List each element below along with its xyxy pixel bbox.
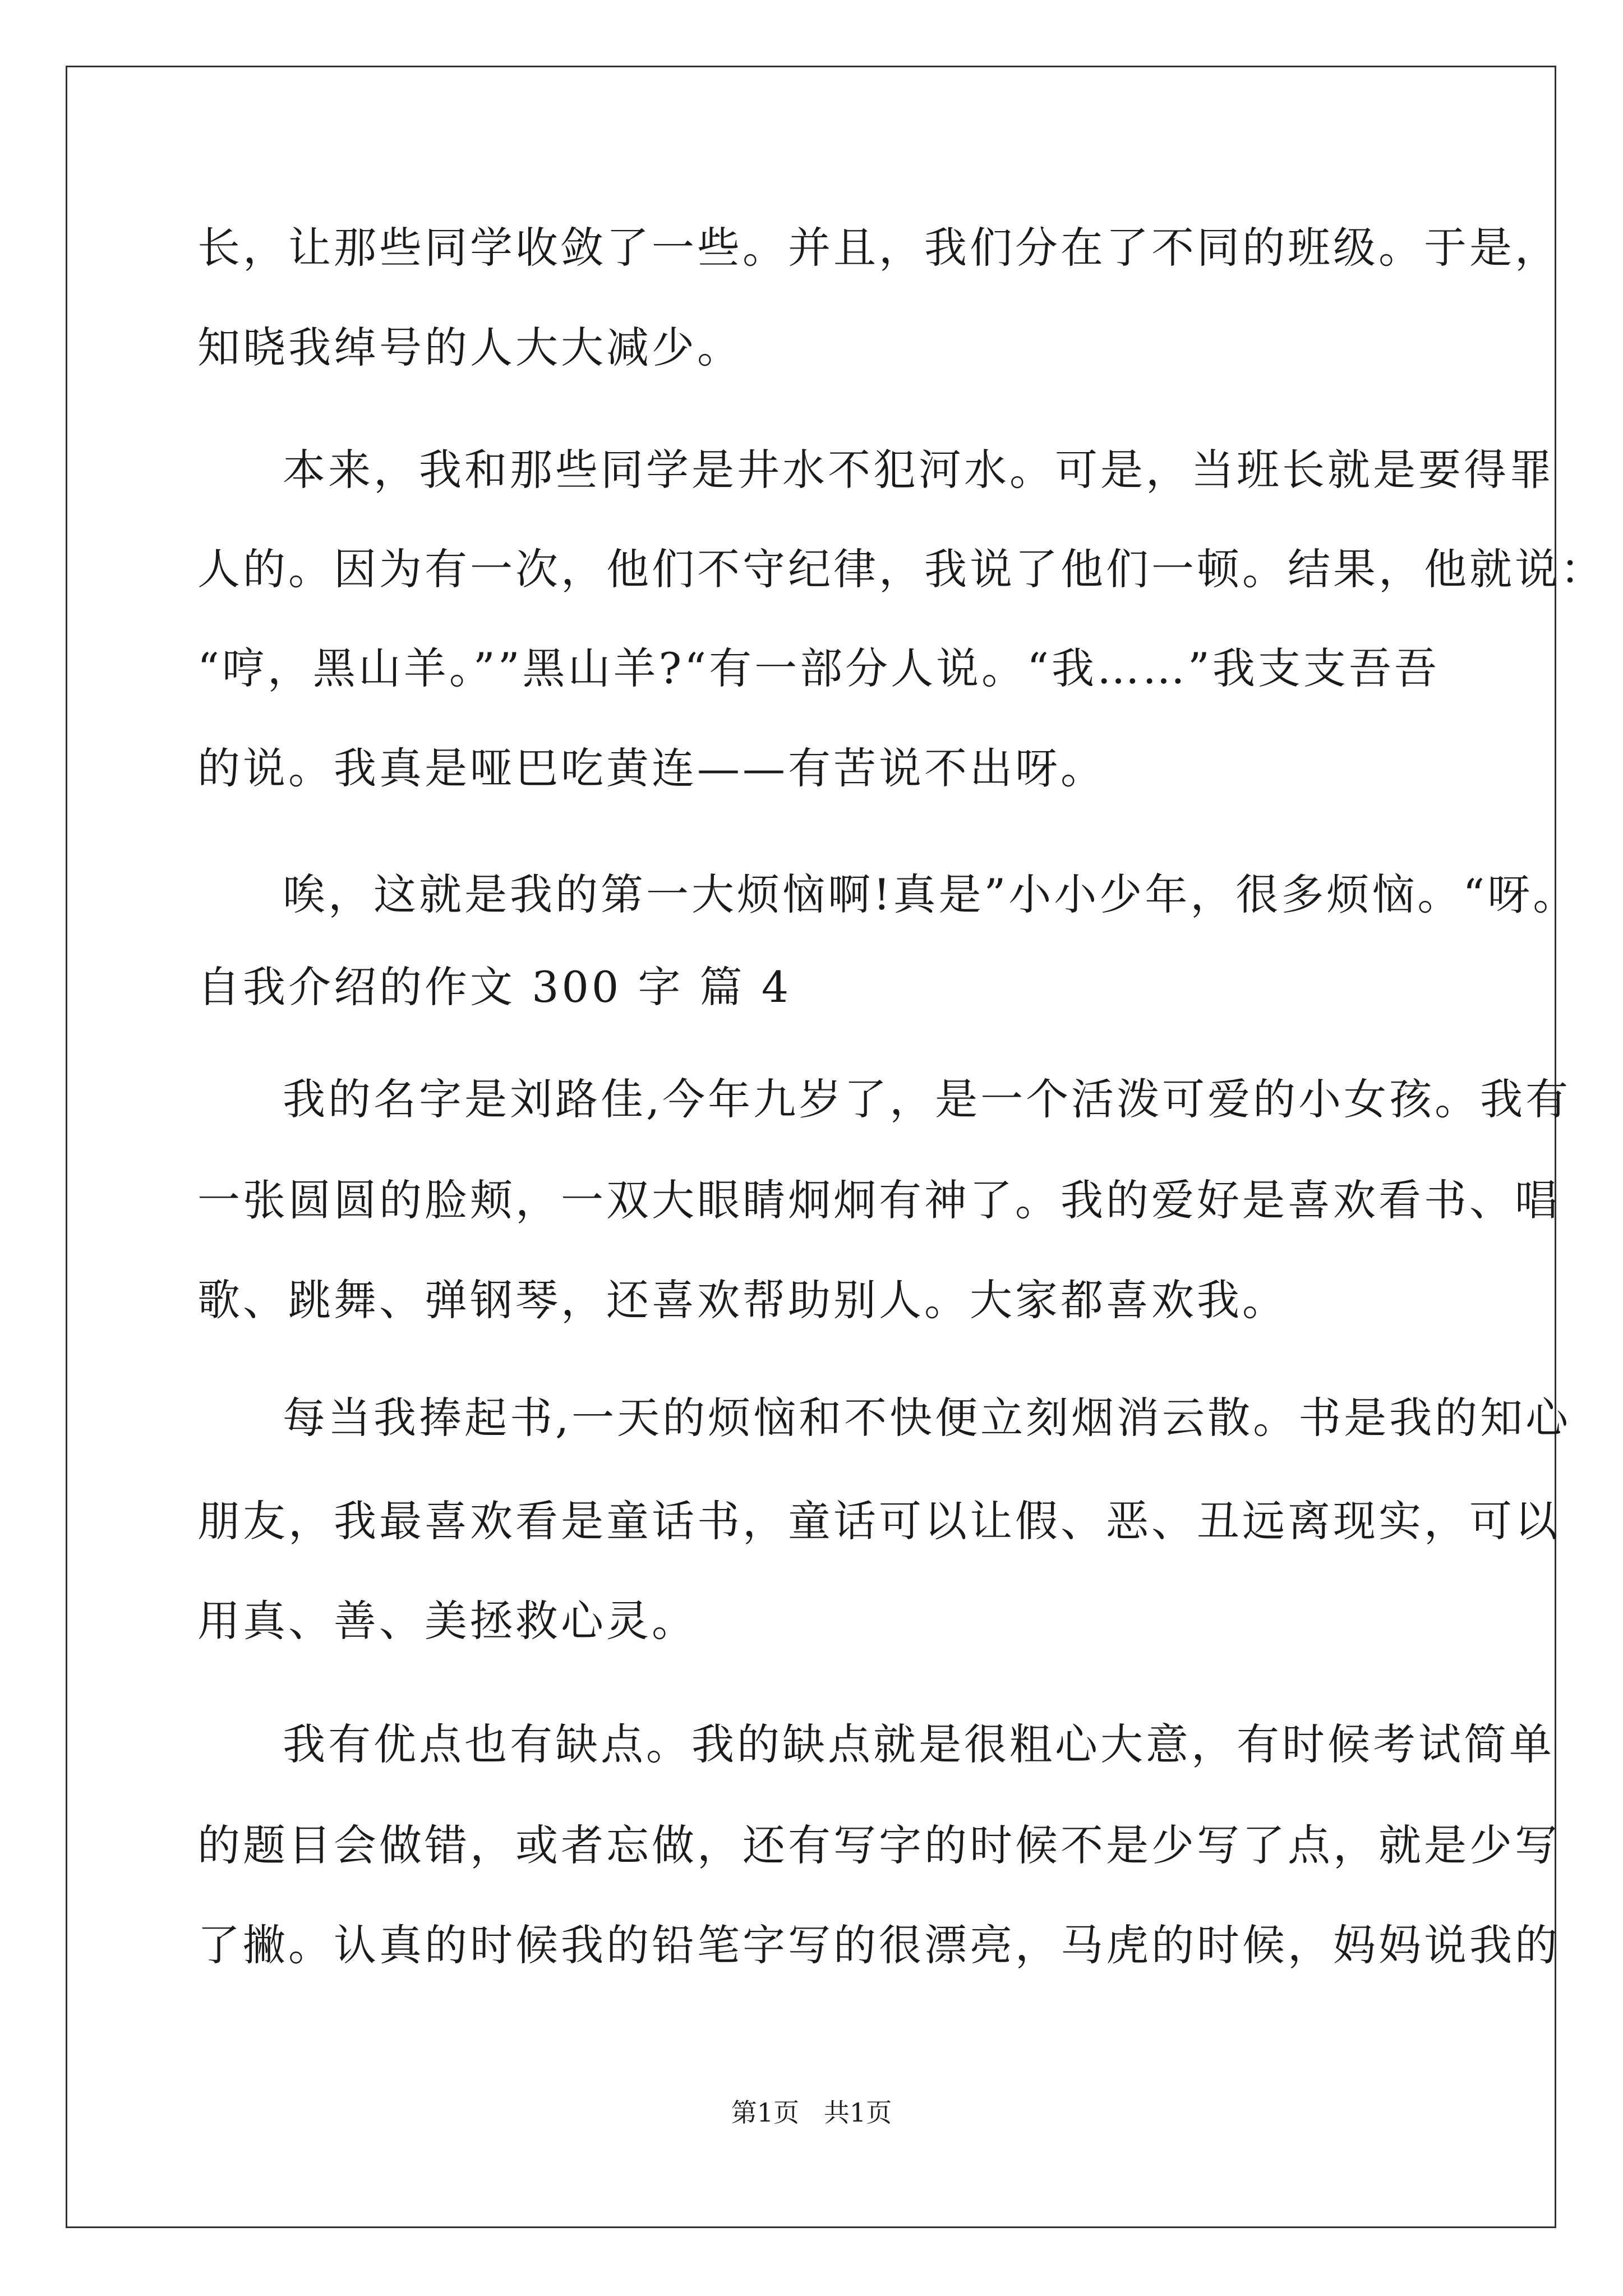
page-footer: 第1页 共1页 [731,2097,892,2128]
paragraph-start: 每当我捧起书,一天的烦恼和不快便立刻烟消云散。书是我的知心 [283,1393,1571,1443]
text-line: 知晓我绰号的人大大减少。 [197,323,743,372]
text-line: 长，让那些同学收敛了一些。并且，我们分在了不同的班级。于是， [197,223,1560,273]
text-line: 歌、跳舞、弹钢琴，还喜欢帮助别人。大家都喜欢我。 [197,1275,1288,1325]
paragraph-start: 本来，我和那些同学是井水不犯河水。可是，当班长就是要得罪 [283,445,1555,495]
text-line: 了撇。认真的时候我的铅笔字写的很漂亮，马虎的时候，妈妈说我的 [197,1920,1560,1970]
text-line: “哼，黑山羊。””黑山羊?“有一部分人说。“我……”我支支吾吾 [197,643,1440,693]
text-line: 的说。我真是哑巴吃黄连——有苦说不出呀。 [197,743,1106,793]
section-heading: 自我介绍的作文 300 字 篇 4 [197,962,792,1012]
text-line: 朋友，我最喜欢看是童话书，童话可以让假、恶、丑远离现实，可以 [197,1496,1560,1546]
text-line: 人的。因为有一次，他们不守纪律，我说了他们一顿。结果，他就说： [197,544,1606,594]
paragraph-start: 唉，这就是我的第一大烦恼啊!真是”小小少年，很多烦恼。“呀。 [283,869,1579,919]
paragraph-start: 我有优点也有缺点。我的缺点就是很粗心大意，有时候考试简单 [283,1719,1555,1769]
page-border [66,66,1556,2228]
paragraph-start: 我的名字是刘路佳,今年九岁了，是一个活泼可爱的小女孩。我有 [283,1074,1571,1124]
text-line: 一张圆圆的脸颊，一双大眼睛炯炯有神了。我的爱好是喜欢看书、唱 [197,1175,1560,1225]
text-line: 的题目会做错，或者忘做，还有写字的时候不是少写了点，就是少写 [197,1820,1560,1870]
text-line: 用真、善、美拯救心灵。 [197,1596,697,1646]
